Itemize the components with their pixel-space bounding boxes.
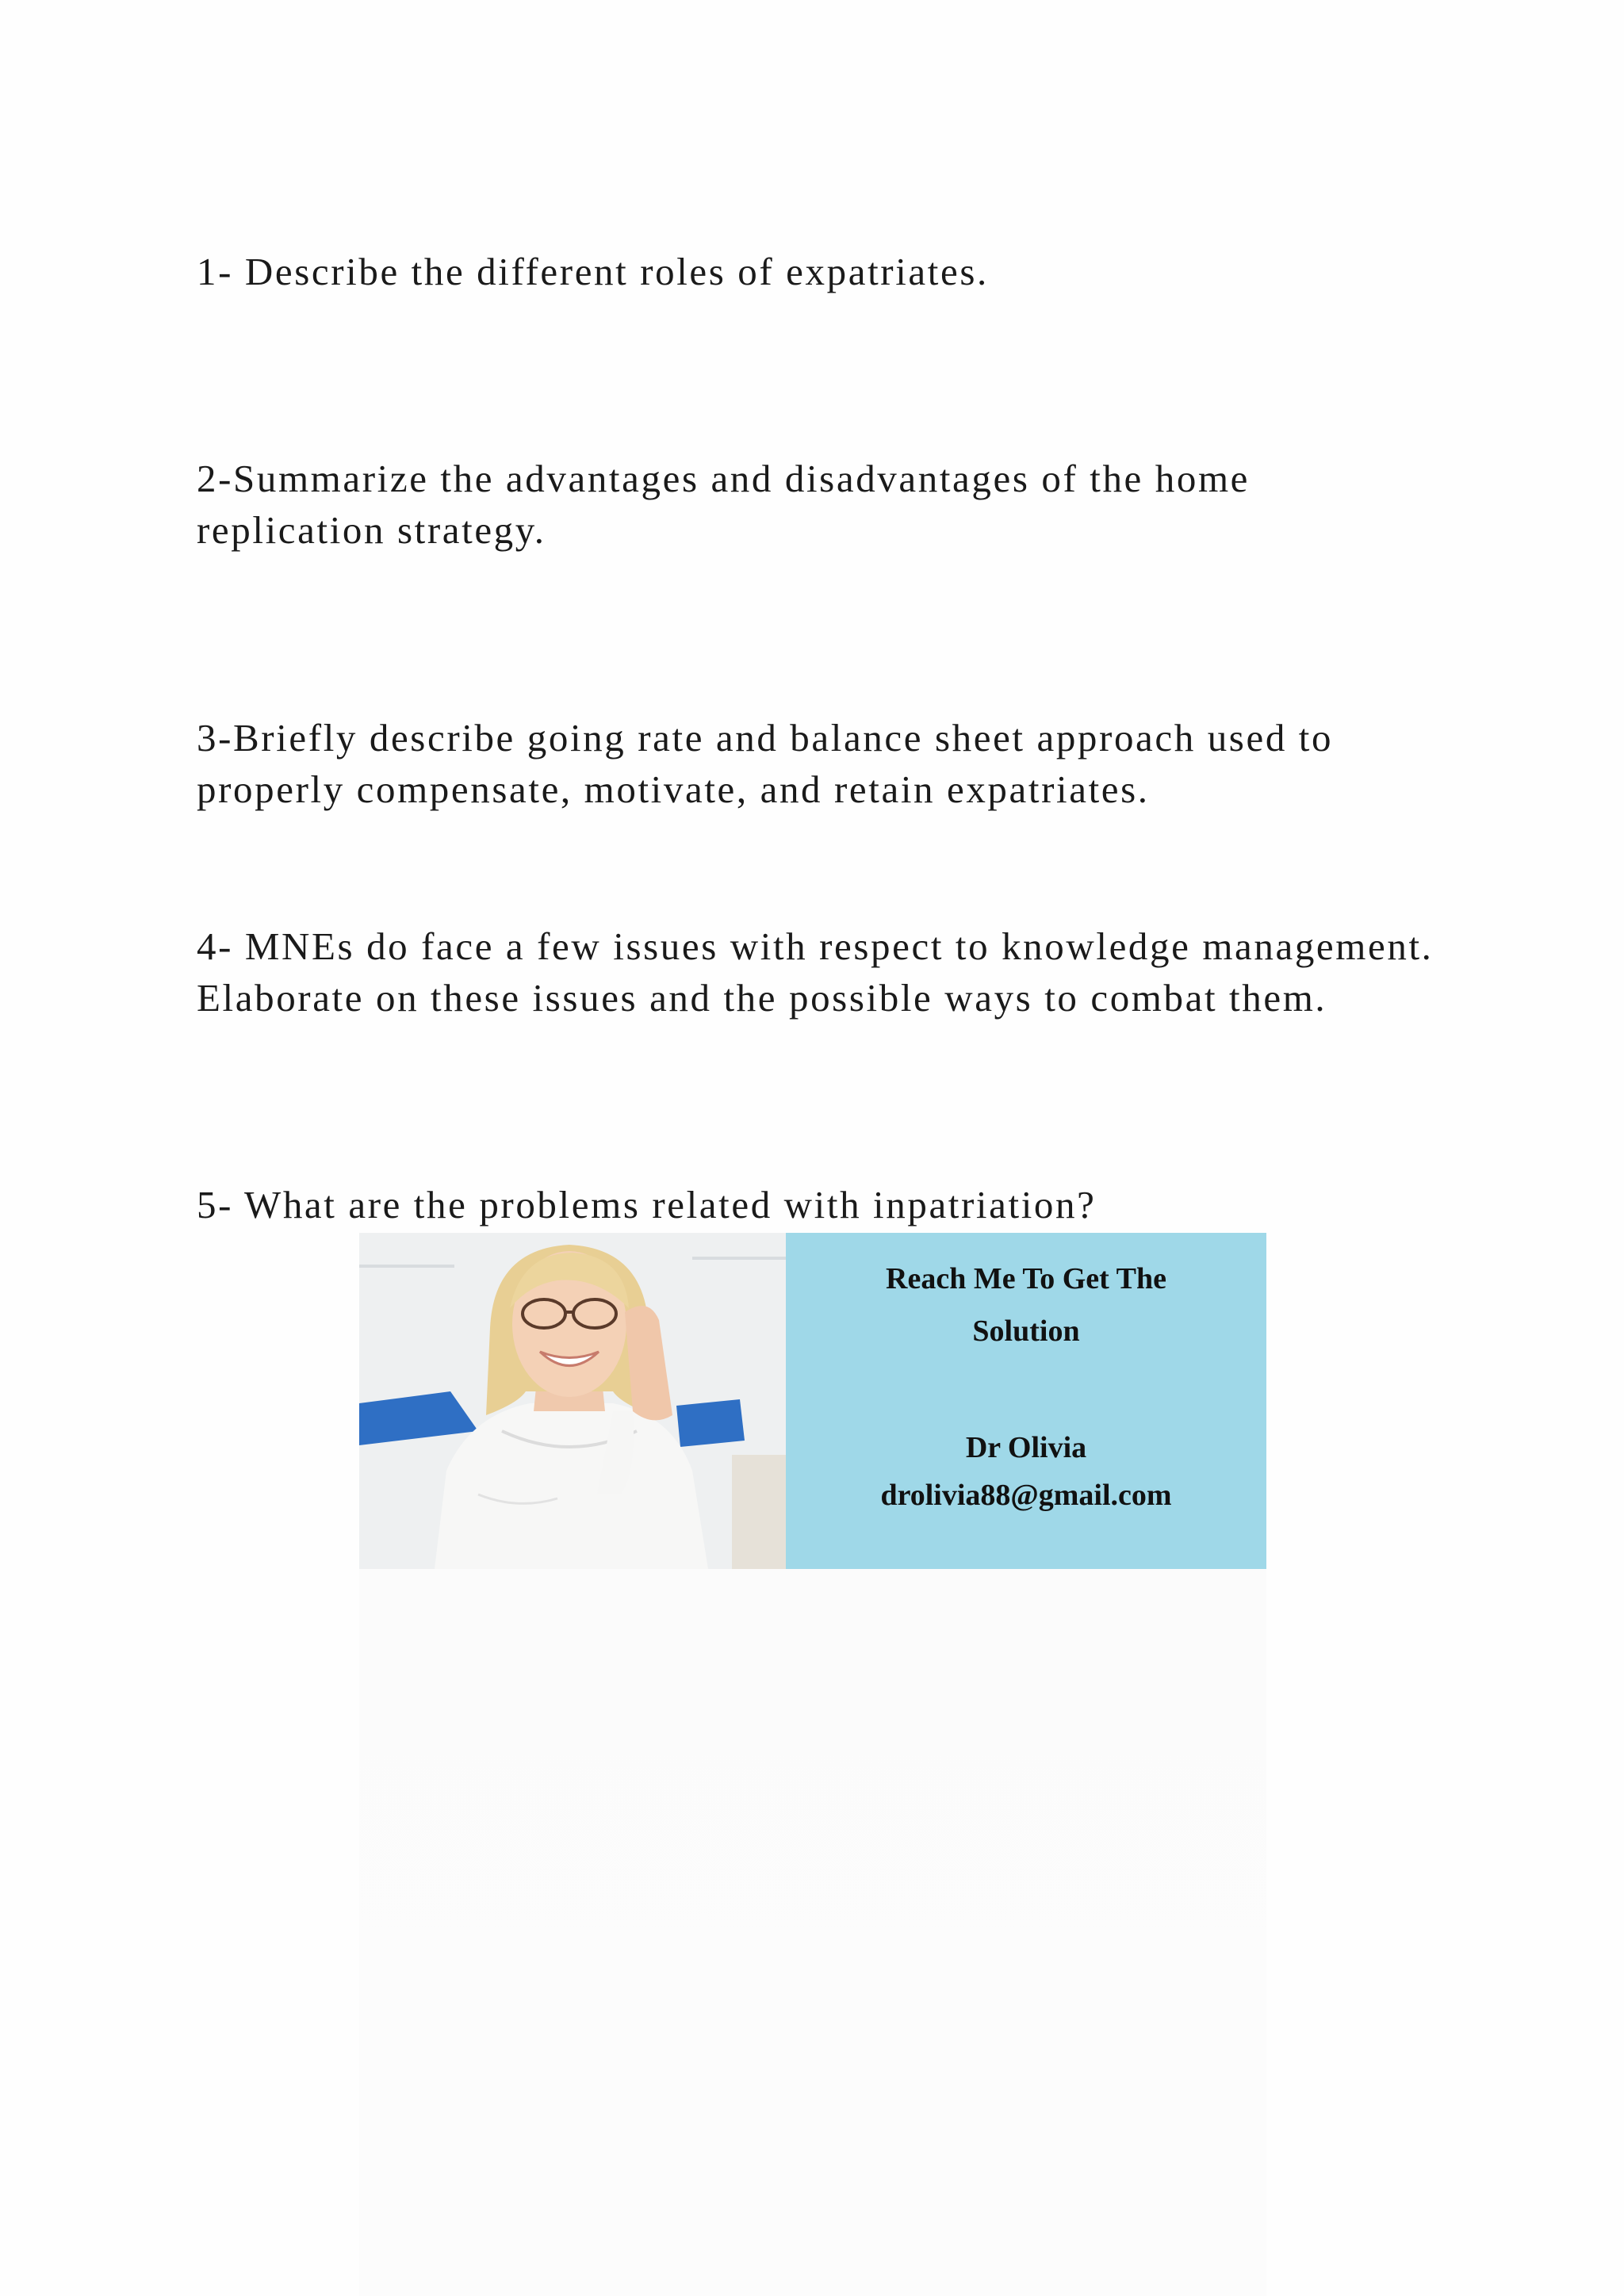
question-5: 5- What are the problems related with inpatriation? bbox=[197, 1183, 1097, 1226]
cta-line-1: Reach Me To Get The bbox=[886, 1262, 1166, 1295]
woman-illustration bbox=[359, 1233, 786, 1569]
cta-line-2: Solution bbox=[972, 1314, 1080, 1348]
chair-right-shape bbox=[676, 1399, 745, 1447]
question-1: 1- Describe the different roles of expatriates. bbox=[197, 250, 989, 293]
question-3: 3-Briefly describe going rate and balance sheet approach used to properly compensate, motivate, and retain expatriates. bbox=[197, 716, 1334, 811]
question-2: 2-Summarize the advantages and disadvantages of the home replication strategy. bbox=[197, 457, 1251, 552]
contact-email[interactable]: drolivia88@gmail.com bbox=[880, 1479, 1172, 1512]
contact-name: Dr Olivia bbox=[965, 1431, 1087, 1464]
contact-info-panel bbox=[786, 1233, 1266, 1569]
question-4: 4- MNEs do face a few issues with respect to knowledge management. Elaborate on these issues and the possible ways to combat them. bbox=[197, 924, 1434, 1020]
contact-banner bbox=[359, 1233, 1266, 1569]
woman-photo bbox=[359, 1233, 786, 1569]
image-placeholder-area bbox=[359, 1569, 1266, 2296]
